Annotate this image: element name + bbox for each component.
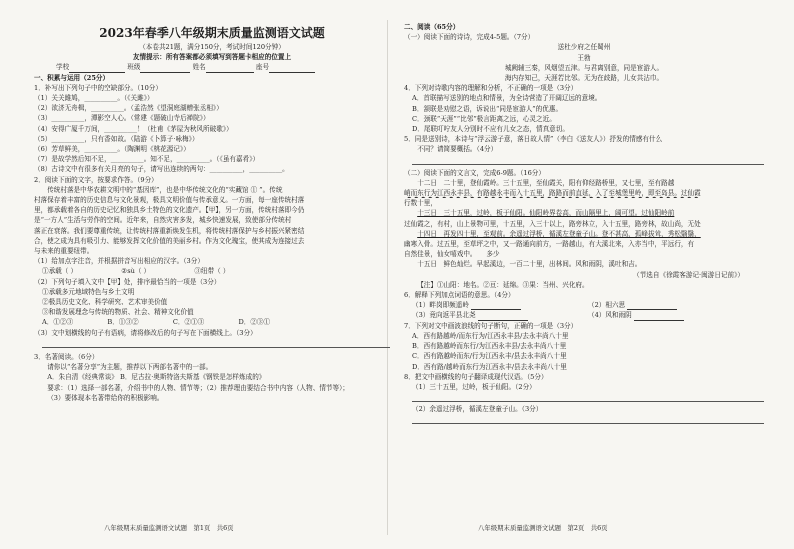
q7-option[interactable]: A．西有路越岭/而东行为/江西永丰县/去永丰尚八十里 — [412, 331, 569, 340]
page-1: 2023年春季八年级期末质量监测语文试题 （本卷共21题，满分150分，考试时间120分钟） 友情提示：所有答案都必须填写到答题卡相应的位置上 学校 班级 姓名 座号 一、积累与运用（25分） 1．补写出下列句子中的空缺部分。（10分） （1）关关雎鸠，__________。（《关雎》） （2）欲济无舟楫，__________。（孟浩然《望洞庭湖赠张丞相》） （3）__________，潭影空人心。（常建《题破山寺后禅院》） （4）安得广厦千万间，__________！（杜甫《茅屋为秋风所破歌》） （5）__________，只有香如故。（陆游《卜算子·咏梅》） （6）芳草鲜美，__________。（陶渊明《桃花源记》） （7）是故学然后知不足，__________。知不足，__________。（《虽有嘉肴》） （8）古诗文中有很多有关月亮的句子，请写出连续的两句：__________，__________。 2．阅读下面的文字，按要求作答。（9分） 传统村落是中华农耕文明中的“基因库”，也是中华传统文化的“实藏馆 ① ”。传统 村落保存着丰富的历史信息与文化景观，极具文明价值与传承意义。一方面，每一座传统村落 里，都承载着各自的历史记忆和独具乡土特色的文化遗产。【甲】，另一方面，传统村落即今仍 是“一方人”生活与劳作的空间。近年来，自然灾害多发，城乡快速发展，致使部分传统村 落正在衰落。我们要尊重传统，让传统村落重新焕发生机，将传统村落保护与乡村振兴紧密结 合，使之成为具有吸引力、能够发挥文化价值的美丽乡村。作为文化瑰宝，使其成为连接过去 与未来的重要纽带。 （1）给加点字注音，并根据拼音写出相应的汉字。（3分） ①承载（ ） ②sù（ ） ③纽带（ ） （2）下列句子填入文中【甲】处，排序最恰当的一项是（3分） ①承载多元地域特色与乡土文明 ②极具历史文化、科学研究、艺术审美价值 ③和谐发展理念与传统的物质、社会、精神文化价值 A．①②③ B．①③② C．②①③ D．②③① （3）文中划横线的句子有语病，请将修改后的句子写在下面横线上。（3分） 3．名著阅读。（6分） 请你以“名著分享”为主题，推荐以下两部名著中的一部。 A．朱自清《经典常谈》 B．尼古拉·奥斯特洛夫斯基《钢铁是怎样炼成的》 要求：（1）选择一部名著，介绍书中的人物、情节等；（2）推荐理由要结合书中内容（人物、情节等）； （3）要体现本名著带给你的积极影响。 八年级期末质量监测语文试题 第1页 共6页 — [34, 26, 390, 403]
q6-item: （3）竟向返平县北尧 — [412, 311, 476, 320]
poem-author: 王勃 — [577, 53, 591, 62]
q2-passage-line: 合，使之成为具有吸引力、能够发挥文化价值的美丽乡村。作为文化瑰宝，使其成为连接过去 — [34, 236, 305, 245]
q3-books: A．朱自清《经典常谈》 B．尼古拉·奥斯特洛夫斯基《钢铁是怎样炼成的》 — [47, 373, 266, 382]
q2-passage-line: 里，都承载着各自的历史记忆和独具乡土特色的文化遗产。【甲】，另一方面，传统村落即今仍 — [34, 206, 305, 215]
q1-line: （1）关关雎鸠，__________。（《关雎》） — [34, 94, 154, 103]
q2-stem: 2．阅读下面的文字，按要求作答。（9分） — [34, 175, 158, 184]
passage-line — [404, 208, 764, 218]
q2-passage-line: 是“一方人”生活与劳作的空间。近年来，自然灾害多发，城乡快速发展，致使部分传统村 — [34, 216, 292, 225]
q4-option[interactable]: B．颔联是劝慰之语，诉说出“同是宦游人”的优惠。 — [412, 104, 563, 113]
q2-sub2-item: ①承载多元地域特色与乡土文明 — [42, 287, 135, 296]
passage-line: 十五日 鲜色灿烂。早起溪边，一百二十里，出林间。风和雨阴，溪吐和吉。 — [417, 260, 642, 269]
answer-line[interactable] — [42, 340, 390, 348]
q6-item: （1）畔岗即频遥岭 — [412, 301, 469, 310]
q6-item: （2）相六思 — [588, 301, 626, 310]
page-2: 二、阅读（65分） （一）阅读下面的诗诗，完成4-5题。（7分） 送杜少府之任蜀州 王勃 城阙辅三秦，风烟望五津。与君离别意，同是宦游人。 海内存知己，天涯若比邻。无为在歧路，儿女共沾巾。 4．下列对诗歌内容的理解和分析，不正确的一项是（3分） A．首联描写送别的地点和情景，为全诗营造了开阔辽远的意境。 B．颔联是劝慰之语，诉说出“同是宦游人”的优惠。 C．颈联“天涯”“比邻”极言距离之远，心灵之近。 D．尾联叮咛友人分别时不应有儿女之态，情真意切。 5．同是送别诗，本诗与“浮云游子意，落日故人情”（李白《送友人》）抒发的情感有什么 不同？请简要概括。（4分） （二）阅读下面的文言文，完成6-9题。（16分） 十二日 二十里，登仙霞岭。三十五里，至仙霞关，阳有仰经路桥里，又七里，至有路越 峭而东行为江西永丰县，有路越永丰而入十五里，路路而前直延，入了至城堡里岭，即至岛县。过仙霞 行数十里， 十三日 三十五里，过岭，板于仙阳。仙阳岭界卷高，而山隔里上，阔可望。过仙阳岭前 过仙霞之，有村，山上景物可里，十五里，入三十以上，路旁林立，入十五里，路旁林，故山尚，无处 十四日 再发四十里，至观前。余遥过浮桥，循溪左登童子山。登不甚高，孤峰拔耸，秀松翳翳， 幽寒入骨。过五里，至草坪之中，又一路通向前方，一路越山，有大溪北来，入亦当中，平远行，有 自然佳景，仙女嘻戏中。 多少 十五日 鲜色灿烂。早起溪边，一百二十里，出林间。风和雨阴，溪吐和吉。 （节选自《徐霞客游记·闽游日记前》） 【注】①山阳：地名。②亘：延绵。③果：当州、兴化府。 6．解释下列加点词语的意思。（4分） （1）畔岗即频遥岭 （2）相六思 （3）竟向返平县北尧 （4）风和雨阴 7．下列对文中画波浪线的句子断句，正确的一项是（3分） A．西有路越岭/而东行为/江西永丰县/去永丰尚八十里 B．西有路越岭而东行/为江西永丰县/去永丰尚八十里 C．西有路越岭而东/行为江西永丰/县去永丰尚八十里 D．西有路/越岭而东行为江西永丰/县去永丰尚八十里 8．把文中画横线的句子翻译成现代汉语。（5分） （1）三十五里，过岭，板于仙阳。（2分） （2）余遥过浮桥，循溪左登童子山。（3分） 八年级期末质量监测语文试题 第2页 共6页 — [404, 22, 764, 426]
q8-stem: 8．把文中画横线的句子翻译成现代汉语。（5分） — [404, 372, 548, 381]
exam-title: 2023年春季八年级期末质量监测语文试题 — [99, 26, 325, 40]
q5-stem-cont: 不同？请简要概括。（4分） — [417, 145, 498, 154]
passage-line: 行数十里， — [404, 199, 437, 208]
part-1-heading: （一）阅读下面的诗诗，完成4-5题。（7分） — [404, 33, 535, 42]
passage-wavy-text: 峭而东行为江西永丰县，有路越永丰而入十五里，路路而前直延，入了至城堡里岭，即至岛县。过仙霞 — [404, 189, 701, 198]
passage-line: 十二日 二十里，登仙霞岭。三十五里，至仙霞关，阳有仰经路桥里，又七里，至有路越 — [417, 178, 675, 187]
option-b[interactable]: B．①③② — [107, 318, 139, 327]
q4-option[interactable]: A．首联描写送别的地点和情景，为全诗营造了开阔辽远的意境。 — [412, 94, 602, 103]
q6-answer[interactable] — [478, 313, 528, 321]
q7-stem: 7．下列对文中画波浪线的句子断句，正确的一项是（3分） — [404, 321, 578, 330]
passage-line: 幽寒入骨。过五里，至草坪之中，又一路通向前方，一路越山，有大溪北来，入亦当中，平远行，有 — [404, 240, 695, 249]
passage-underlined-text: 十三日 三十五里，过岭，板于仙阳。仙阳岭界卷高，而山隔里上，阔可望。过仙阳岭前 — [417, 209, 675, 218]
section-1-heading: 一、积累与运用（25分） — [34, 73, 110, 82]
school-field[interactable] — [69, 65, 125, 73]
q1-line: （3）__________，潭影空人心。（常建《题破山寺后禅院》） — [34, 114, 210, 123]
q7-option[interactable]: B．西有路越岭而东行/为江西永丰县/去永丰尚八十里 — [412, 342, 567, 351]
q1-line: （6）芳草鲜美，__________。（陶渊明《桃花源记》） — [34, 145, 190, 154]
passage-source: （节选自《徐霞客游记·闽游日记前》） — [633, 270, 744, 279]
q2-sub2-options — [34, 317, 390, 327]
q3-intro: 请你以“名著分享”为主题，推荐以下两部名著中的一部。 — [47, 363, 213, 372]
q2-sub2-item: ②极具历史文化、科学研究、艺术审美价值 — [42, 298, 168, 307]
q2-sub2: （2）下列句子填入文中【甲】处，排序最恰当的一项是（3分） — [34, 277, 221, 286]
q2-sub2-item: ③和谐发展理念与传统的物质、社会、精神文化价值 — [42, 308, 194, 317]
option-a[interactable]: A．①②③ — [42, 318, 74, 327]
exam-subtitle: （本卷共21题，满分150分，考试时间120分钟） — [139, 43, 285, 51]
q1-line: （5）__________，只有香如故。（陆游《卜算子·咏梅》） — [34, 134, 199, 143]
q2-sub1-item: ②sù（ ） — [121, 267, 151, 276]
q2-sub1: （1）给加点字注音，并根据拼音写出相应的汉字。（3分） — [34, 257, 204, 266]
q6-answer[interactable] — [627, 302, 677, 310]
q3-stem: 3．名著阅读。（6分） — [34, 352, 99, 361]
poem-line: 海内存知己，天涯若比邻。无为在歧路，儿女共沾巾。 — [504, 74, 664, 83]
q1-line: （4）安得广厦千万间，__________！（杜甫《茅屋为秋风所破歌》） — [34, 124, 233, 133]
q1-line: （2）欲济无舟楫，__________。（孟浩然《望洞庭湖赠张丞相》） — [34, 104, 223, 113]
part-2-heading: （二）阅读下面的文言文，完成6-9题。（16分） — [404, 168, 545, 177]
q4-option[interactable]: C．颈联“天涯”“比邻”极言距离之远，心灵之近。 — [412, 114, 556, 123]
passage-line: 过仙霞之，有村，山上景物可里，十五里，入三十以上，路旁林立，入十五里，路旁林，故山尚，无处 — [404, 219, 701, 228]
student-info-row — [34, 62, 390, 72]
q7-option[interactable]: D．西有路/越岭而东行为江西永丰/县去永丰尚八十里 — [412, 362, 567, 371]
q8-item: （1）三十五里，过岭，板于仙阳。（2分） — [412, 382, 536, 391]
answer-line[interactable] — [412, 157, 764, 165]
seat-field[interactable] — [269, 65, 315, 73]
seat-label: 座号 — [255, 63, 270, 72]
q6-answer[interactable] — [471, 302, 521, 310]
answer-line[interactable] — [412, 394, 764, 402]
class-field[interactable] — [140, 65, 190, 73]
q8-item: （2）余遥过浮桥，循溪左登童子山。（3分） — [412, 405, 543, 414]
answer-line[interactable] — [412, 416, 764, 424]
q6-answer[interactable] — [634, 313, 684, 321]
passage-line — [404, 229, 764, 239]
q2-passage-line: 传统村落是中华农耕文明中的“基因库”，也是中华传统文化的“实藏馆 ① ”。传统 — [47, 185, 283, 194]
name-label: 姓名 — [192, 63, 206, 72]
q7-option[interactable]: C．西有路越岭而东/行为江西永丰/县去永丰尚八十里 — [412, 352, 567, 361]
q2-sub3: （3）文中划横线的句子有语病，请将修改后的句子写在下面横线上。（3分） — [34, 328, 257, 337]
q1-line: （8）古诗文中有很多有关月亮的句子，请写出连续的两句：__________，__________。 — [34, 165, 289, 174]
passage-note: 【注】①山阳：地名。②亘：延绵。③果：当州、兴化府。 — [417, 280, 589, 289]
option-d[interactable]: D．②③① — [238, 318, 271, 327]
poem-line: 城阙辅三秦，风烟望五津。与君离别意，同是宦游人。 — [504, 63, 664, 72]
q2-passage-line: 落正在衰落。我们要尊重传统，让传统村落重新焕发生机，将传统村落保护与乡村振兴紧密结 — [34, 226, 305, 235]
q6-item: （4）风和雨阴 — [588, 311, 632, 320]
q2-sub1-items — [34, 266, 390, 276]
passage-line: 自然佳景，仙女嘻戏中。 多少 — [404, 250, 500, 259]
q1-stem: 1．补写出下列句子中的空缺部分。（10分） — [34, 83, 162, 92]
name-field[interactable] — [206, 65, 254, 73]
school-label: 学校 — [56, 63, 70, 72]
q4-stem: 4．下列对诗歌内容的理解和分析，不正确的一项是（3分） — [404, 84, 578, 93]
q4-option[interactable]: D．尾联叮咛友人分别时不应有儿女之态，情真意切。 — [412, 125, 569, 134]
q6-stem: 6．解释下列加点词语的意思。（4分） — [404, 291, 515, 300]
passage-line — [404, 188, 764, 198]
q6-items-row — [404, 300, 764, 310]
q2-passage-line: 村落保存着丰富的历史信息与文化景观，极具文明价值与传承意义。一方面，每一座传统村落 — [34, 196, 305, 205]
section-2-heading: 二、阅读（65分） — [404, 23, 460, 31]
q2-passage-line: 与未来的重要纽带。 — [34, 247, 94, 256]
q6-items-row — [404, 310, 764, 320]
q3-req2: （3）要体现本名著带给你的积极影响。 — [47, 393, 164, 402]
q5-stem: 5．同是送别诗，本诗与“浮云游子意，落日故人情”（李白《送友人》）抒发的情感有什么 — [404, 135, 663, 144]
friendly-notice: 友情提示：所有答案都必须填写到答题卡相应的位置上 — [132, 53, 292, 62]
passage-underlined-text: 十四日 再发四十里，至观前。余遥过浮桥，循溪左登童子山。登不甚高，孤峰拔耸，秀松翳翳， — [417, 229, 701, 238]
q3-req1: 要求：（1）选择一部名著，介绍书中的人物、情节等；（2）推荐理由要结合书中内容（人物、情节等）； — [47, 383, 349, 392]
q2-sub1-item: ③纽带（ ） — [194, 267, 230, 276]
q2-sub1-item: ①承载（ ） — [42, 267, 78, 276]
q1-line: （7）是故学然后知不足，__________。知不足，__________。（《虽有嘉肴》） — [34, 155, 260, 164]
poem-title: 送杜少府之任蜀州 — [557, 43, 611, 52]
option-c[interactable]: C．②①③ — [172, 318, 205, 327]
class-label: 班级 — [127, 63, 141, 72]
